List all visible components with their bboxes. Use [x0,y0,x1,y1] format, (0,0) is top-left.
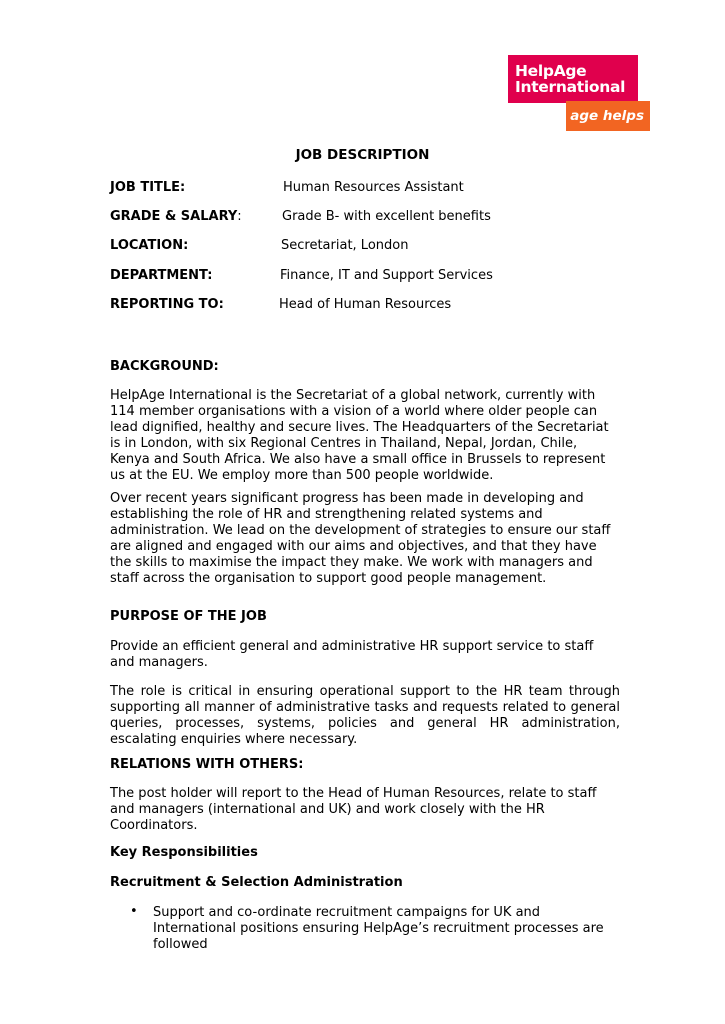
logo-tagline: age helps [566,101,650,131]
field-label: GRADE & SALARY [110,209,238,224]
list-item: Support and co-ordinate recruitment campaigns for UK and International positions ensuring HelpAge’s recruitment processes are followed [153,905,604,952]
logo-line2: International [515,78,626,96]
logo-name-block [508,55,638,103]
field-reporting-to [110,297,452,312]
page-title: JOB DESCRIPTION [295,147,430,163]
field-job-title [110,180,464,195]
field-value: Finance, IT and Support Services [280,268,493,283]
field-location [110,238,409,253]
relations-paragraph: The post holder will report to the Head of Human Resources, relate to staff and managers (international and UK) and work closely with the HR Coordinators. [110,786,597,833]
purpose-heading: PURPOSE OF THE JOB [110,609,267,624]
purpose-paragraph-1: Provide an efficient general and administrative HR support service to staff and managers. [110,639,594,670]
background-heading: BACKGROUND: [110,359,219,374]
field-label: JOB TITLE: [110,180,186,195]
field-grade-salary [110,209,491,224]
background-paragraph-2: Over recent years significant progress has been made in developing and establishing the role of HR and strengthening related systems and administration. We lead on the development of strategies to ensure our staff are aligned and engaged with our aims and objectives, and that they have the skills to maximise the impact they make. We work with managers and staff across the organisation to support good people management. [110,491,611,586]
key-responsibilities-heading: Key Responsibilities [110,845,258,860]
recruitment-heading: Recruitment & Selection Administration [110,875,403,890]
field-label: REPORTING TO: [110,297,224,312]
field-value: Human Resources Assistant [283,180,464,195]
purpose-paragraph-2: The role is critical in ensuring operational support to the HR team through supporting all manner of administrative tasks and requests related to general queries, processes, systems, policies and general HR administration, escalating enquiries where necessary. [110,684,620,747]
field-value: Head of Human Resources [279,297,452,312]
field-value: Grade B- with excellent benefits [282,209,491,224]
helpage-logo [508,55,650,133]
relations-heading: RELATIONS WITH OTHERS: [110,757,304,772]
field-label: LOCATION: [110,238,189,253]
field-label: DEPARTMENT: [110,268,213,283]
field-label-suffix: : [237,209,242,224]
logo-line1: HelpAge [515,62,587,80]
field-department [110,268,493,283]
bullet-icon: • [130,904,138,919]
background-paragraph-1: HelpAge International is the Secretariat of a global network, currently with 114 member organisations with a vision of a world where older people can lead dignified, healthy and secure lives. The Headquarters of the Secretariat is in London, with six Regional Centres in Thailand, Nepal, Jordan, Chile, Kenya and South Africa. We also have a small office in Brussels to represent us at the EU. We employ more than 500 people worldwide. [110,388,609,483]
field-value: Secretariat, London [281,238,409,253]
